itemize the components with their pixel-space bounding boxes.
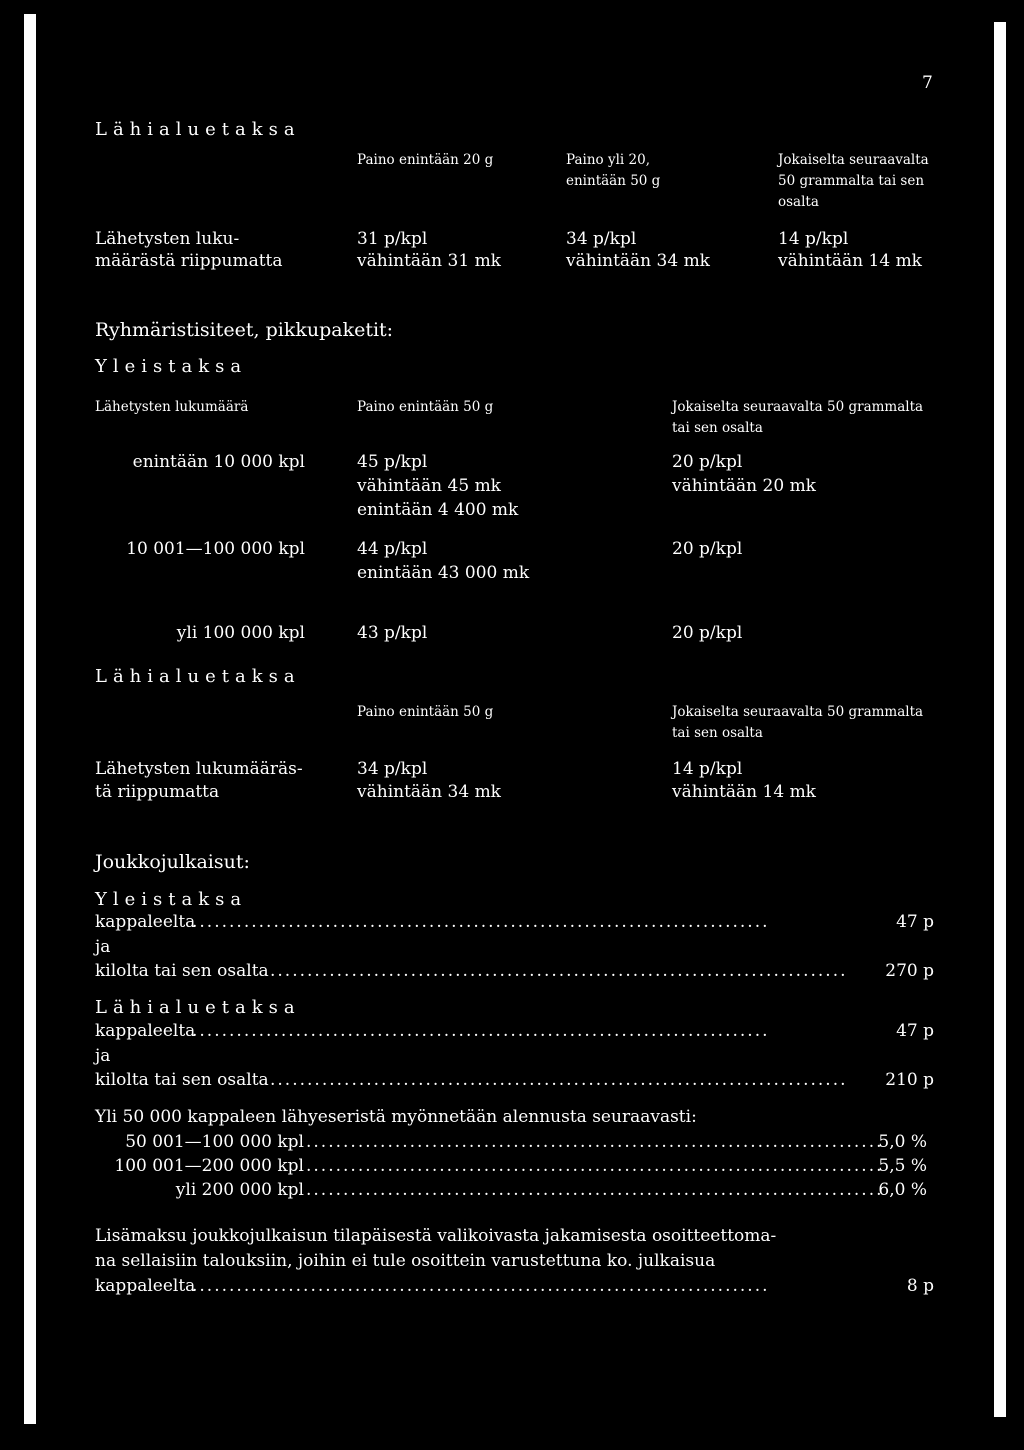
price-extra: 14 p/kpl (778, 229, 849, 249)
yleis-kappale-value: 47 p (896, 912, 934, 932)
price-50g: 34 p/kpl (566, 229, 637, 249)
leader-dots: .............................................................................. (306, 1132, 884, 1152)
r3-extra-1: 20 p/kpl (672, 623, 743, 643)
leader-dots: .............................................................................. (306, 1156, 884, 1176)
l2-weight-2: vähintään 34 mk (357, 782, 501, 802)
discount-3-value: 6,0 % (878, 1180, 927, 1200)
lahi-kilo-label: kilolta tai sen osalta (95, 1070, 269, 1090)
count-row-2: 10 001—100 000 kpl (126, 539, 305, 559)
lahi-kilo-value: 210 p (885, 1070, 934, 1090)
min-20g: vähintään 31 mk (357, 251, 501, 271)
r3-weight-1: 43 p/kpl (357, 623, 428, 643)
heading-joukkojulkaisut: Joukkojulkaisut: (95, 851, 250, 873)
row-label-1: Lähetysten luku- (95, 229, 240, 249)
extra-kappale-label: kappaleelta (95, 1276, 196, 1296)
col-header-weight-max-50: enintään 50 g (566, 173, 661, 189)
row-label-2-1: Lähetysten lukumääräs- (95, 759, 303, 779)
section-title-yleistaksa: Yleistaksa (95, 356, 248, 377)
ja-1: ja (95, 937, 111, 957)
leader-dots: .............................................................................. (192, 912, 770, 932)
yleis-kilo-value: 270 p (885, 961, 934, 981)
r1-weight-1: 45 p/kpl (357, 452, 428, 472)
r1-extra-1: 20 p/kpl (672, 452, 743, 472)
col-header-extra-2: tai sen osalta (672, 420, 763, 436)
leader-dots: .............................................................................. (192, 1276, 770, 1296)
discount-1-value: 5,0 % (878, 1132, 927, 1152)
lahi-kappale-label: kappaleelta (95, 1021, 196, 1041)
section-title-lahialuetaksa: Lähialuetaksa (95, 119, 301, 140)
price-20g: 31 p/kpl (357, 229, 428, 249)
right-scan-border (994, 22, 1006, 1417)
l2-weight-1: 34 p/kpl (357, 759, 428, 779)
r1-weight-2: vähintään 45 mk (357, 476, 501, 496)
r2-extra-1: 20 p/kpl (672, 539, 743, 559)
count-row-1: enintään 10 000 kpl (132, 452, 305, 472)
yleis-kappale-label: kappaleelta (95, 912, 196, 932)
discount-1-label: 50 001—100 000 kpl (125, 1132, 304, 1152)
leader-dots: .............................................................................. (192, 1021, 770, 1041)
discount-3-label: yli 200 000 kpl (175, 1180, 304, 1200)
extra-line-2: na sellaisiin talouksiin, joihin ei tule osoittein varustettuna ko. julkaisua (95, 1251, 716, 1271)
min-extra: vähintään 14 mk (778, 251, 922, 271)
col-header-extra-3: osalta (778, 194, 819, 210)
section-title-lahialuetaksa-3: Lähialuetaksa (95, 997, 301, 1018)
r2-weight-1: 44 p/kpl (357, 539, 428, 559)
col-header-extra-2-2: tai sen osalta (672, 725, 763, 741)
row-label-2-2: tä riippumatta (95, 782, 220, 802)
l2-extra-2: vähintään 14 mk (672, 782, 816, 802)
col-header-weight: Paino enintään 50 g (357, 399, 494, 415)
discount-intro: Yli 50 000 kappaleen lähyeseristä myönnetään alennusta seuraavasti: (95, 1107, 697, 1127)
r1-extra-2: vähintään 20 mk (672, 476, 816, 496)
heading-ryhmaristisiteet: Ryhmäristisiteet, pikkupaketit: (95, 319, 394, 341)
extra-kappale-value: 8 p (906, 1276, 934, 1296)
left-scan-border (24, 14, 36, 1424)
lahi-kappale-value: 47 p (896, 1021, 934, 1041)
discount-2-value: 5,5 % (878, 1156, 927, 1176)
col-header-weight-over-20: Paino yli 20, (566, 152, 650, 168)
min-50g: vähintään 34 mk (566, 251, 710, 271)
section-title-yleistaksa-2: Yleistaksa (95, 889, 248, 910)
ja-2: ja (95, 1046, 111, 1066)
extra-line-1: Lisämaksu joukkojulkaisun tilapäisestä valikoivasta jakamisesta osoitteettoma- (95, 1226, 777, 1246)
count-row-3: yli 100 000 kpl (176, 623, 305, 643)
leader-dots: .............................................................................. (270, 1070, 848, 1090)
leader-dots: .............................................................................. (306, 1180, 884, 1200)
col-header-weight-2: Paino enintään 50 g (357, 704, 494, 720)
col-header-extra-2-1: Jokaiselta seuraavalta 50 grammalta (672, 704, 924, 720)
leader-dots: .............................................................................. (270, 961, 848, 981)
yleis-kilo-label: kilolta tai sen osalta (95, 961, 269, 981)
row-label-2: määrästä riippumatta (95, 251, 283, 271)
col-header-count: Lähetysten lukumäärä (95, 399, 249, 415)
col-header-weight-20: Paino enintään 20 g (357, 152, 494, 168)
page-number: 7 (922, 73, 933, 93)
r1-weight-3: enintään 4 400 mk (357, 500, 519, 520)
section-title-lahialuetaksa-2: Lähialuetaksa (95, 666, 301, 687)
l2-extra-1: 14 p/kpl (672, 759, 743, 779)
discount-2-label: 100 001—200 000 kpl (114, 1156, 304, 1176)
col-header-extra-2: 50 grammalta tai sen (778, 173, 925, 189)
r2-weight-2: enintään 43 000 mk (357, 563, 530, 583)
col-header-extra-1: Jokaiselta seuraavalta (778, 152, 929, 168)
col-header-extra-1: Jokaiselta seuraavalta 50 grammalta (672, 399, 924, 415)
